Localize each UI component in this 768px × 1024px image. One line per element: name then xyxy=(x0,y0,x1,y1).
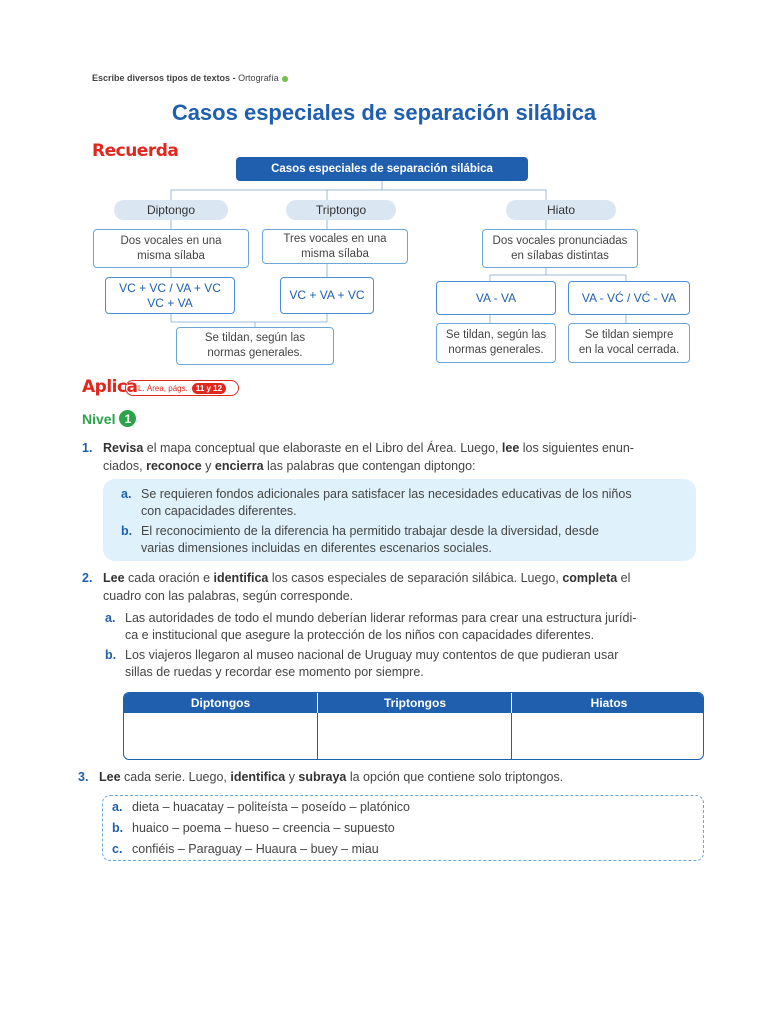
question-2-line-1 xyxy=(103,569,699,587)
rule-line: Se tildan, según las xyxy=(204,332,306,344)
keyword: identifica xyxy=(213,571,269,585)
item-letter: c. xyxy=(112,842,123,856)
definition-line: Tres vocales en una xyxy=(283,232,387,245)
item-line: con capacidades diferentes. xyxy=(141,504,297,518)
answer-table xyxy=(123,692,704,760)
item-line: Los viajeros llegaron al museo nacional de Uruguay muy contentos de que pudieran usar xyxy=(125,648,619,662)
aplica-reference xyxy=(125,380,239,396)
pattern-line: VC + VA xyxy=(147,295,193,310)
item-letter: a. xyxy=(112,800,123,814)
keyword: subraya xyxy=(298,770,347,784)
recuerda-label: Recuerda xyxy=(92,141,179,161)
item-line: varias dimensiones incluidas en diferentes escenarios sociales. xyxy=(141,541,492,555)
pattern-line: VA - VĆ / VĆ - VA xyxy=(581,290,677,305)
item-line: sillas de ruedas y recordar ese momento por siempre. xyxy=(125,665,424,679)
reference-text: L. Área, págs. xyxy=(138,383,188,393)
item-letter: b. xyxy=(121,524,133,538)
text: y xyxy=(285,770,299,784)
pattern-triptongo xyxy=(280,277,374,314)
keyword: reconoce xyxy=(146,459,202,473)
answer-cell-triptongos[interactable] xyxy=(317,713,512,759)
question-1-item-a xyxy=(121,486,697,520)
rule-line: Se tildan siempre xyxy=(584,329,674,341)
text: las palabras que contengan diptongo: xyxy=(263,459,476,473)
text: cada serie. Luego, xyxy=(120,770,231,784)
definition-line: en sílabas distintas xyxy=(511,249,609,262)
nivel-number-icon: 1 xyxy=(119,410,136,427)
pattern-hiato-acentual xyxy=(568,281,690,315)
question-2-line-2: cuadro con las palabras, según corresponde. xyxy=(103,589,354,603)
text: la opción que contiene solo triptongos. xyxy=(346,770,564,784)
running-header: Escribe diversos tipos de textos - Ortografía xyxy=(92,73,288,83)
pattern-line: VC + VC / VA + VC xyxy=(119,280,221,295)
pattern-hiato-simple xyxy=(436,281,556,315)
rule-hiato-acentual xyxy=(568,323,690,363)
keyword: Revisa xyxy=(103,441,144,455)
definition-hiato xyxy=(482,229,638,268)
question-number: 3. xyxy=(78,770,89,784)
question-1-line-1 xyxy=(103,439,699,457)
question-number: 2. xyxy=(82,571,93,585)
pattern-line: VC + VA + VC xyxy=(289,288,365,302)
item-line: El reconocimiento de la diferencia ha permitido trabajar desde la diversidad, desde xyxy=(141,524,599,538)
rule-diptongo-triptongo xyxy=(176,327,334,365)
item-text: huaico – poema – hueso – creencia – supuesto xyxy=(132,821,395,835)
category-triptongo: Triptongo xyxy=(286,200,396,220)
question-2-item-b xyxy=(105,647,699,681)
text: y xyxy=(201,459,215,473)
question-2-item-a xyxy=(105,610,699,644)
rule-hiato-simple xyxy=(436,323,556,363)
item-text: dieta – huacatay – politeísta – poseído – platónico xyxy=(132,800,410,814)
text: los casos especiales de separación silábica. Luego, xyxy=(268,571,563,585)
item-line: ca e institucional que asegure la protección de los niños con capacidades diferentes. xyxy=(125,628,595,642)
keyword: Lee xyxy=(99,770,121,784)
pattern-line: VA - VA xyxy=(475,290,517,305)
question-number: 1. xyxy=(82,441,93,455)
text: los siguientes enun- xyxy=(519,441,634,455)
rule-line: normas generales. xyxy=(448,344,544,356)
reference-pages: 11 y 12 xyxy=(192,383,226,394)
answer-cell-hiatos[interactable] xyxy=(511,713,704,759)
table-header-diptongos: Diptongos xyxy=(124,693,317,713)
text: ciados, xyxy=(103,459,147,473)
question-1-item-b xyxy=(121,523,697,557)
category-hiato: Hiato xyxy=(506,200,616,220)
definition-line: Dos vocales en una xyxy=(120,234,222,247)
keyword: completa xyxy=(562,571,618,585)
question-3 xyxy=(78,768,699,786)
keyword: identifica xyxy=(230,770,286,784)
definition-line: misma sílaba xyxy=(301,247,369,260)
question-3-item-a[interactable] xyxy=(112,799,692,816)
question-1-line-2 xyxy=(103,457,699,475)
question-2 xyxy=(82,569,699,605)
definition-line: Dos vocales pronunciadas xyxy=(492,234,628,247)
definition-line: misma sílaba xyxy=(137,249,205,262)
answer-cell-diptongos[interactable] xyxy=(124,713,318,759)
header-subsection: Ortografía xyxy=(238,73,279,83)
item-line: Se requieren fondos adicionales para satisfacer las necesidades educativas de los niños xyxy=(141,487,632,501)
nivel-heading xyxy=(82,410,136,427)
question-3-item-b[interactable] xyxy=(112,820,692,837)
header-section: Escribe diversos tipos de textos xyxy=(92,73,231,83)
text: el xyxy=(617,571,631,585)
page-title: Casos especiales de separación silábica xyxy=(171,100,597,125)
keyword: lee xyxy=(501,441,520,455)
text: el mapa conceptual que elaboraste en el Libro del Área. Luego, xyxy=(143,441,502,455)
aplica-label: Aplica xyxy=(82,377,138,397)
table-header-hiatos: Hiatos xyxy=(511,693,704,713)
text: cada oración e xyxy=(124,571,214,585)
item-letter: b. xyxy=(105,648,117,662)
nivel-label: Nivel xyxy=(82,410,116,427)
item-text: confiéis – Paraguay – Huaura – buey – miau xyxy=(132,842,379,856)
category-diptongo: Diptongo xyxy=(114,200,228,220)
question-1 xyxy=(82,439,699,475)
definition-triptongo xyxy=(262,229,408,264)
rule-line: Se tildan, según las xyxy=(445,329,547,341)
concept-map-root: Casos especiales de separación silábica xyxy=(236,157,528,181)
keyword: encierra xyxy=(214,459,264,473)
question-3-item-c[interactable] xyxy=(112,841,692,858)
item-line: Las autoridades de todo el mundo deberían liderar reformas para crear una estructura jurídi- xyxy=(125,611,637,625)
rule-line: normas generales. xyxy=(207,347,303,359)
item-letter: b. xyxy=(112,821,124,835)
definition-diptongo xyxy=(93,229,249,268)
question-3-line-1 xyxy=(99,768,699,786)
item-letter: a. xyxy=(121,487,132,501)
table-header-triptongos: Triptongos xyxy=(317,693,512,713)
pattern-diptongo xyxy=(105,277,235,314)
rule-line: en la vocal cerrada. xyxy=(578,344,680,356)
item-letter: a. xyxy=(105,611,116,625)
keyword: Lee xyxy=(103,571,125,585)
